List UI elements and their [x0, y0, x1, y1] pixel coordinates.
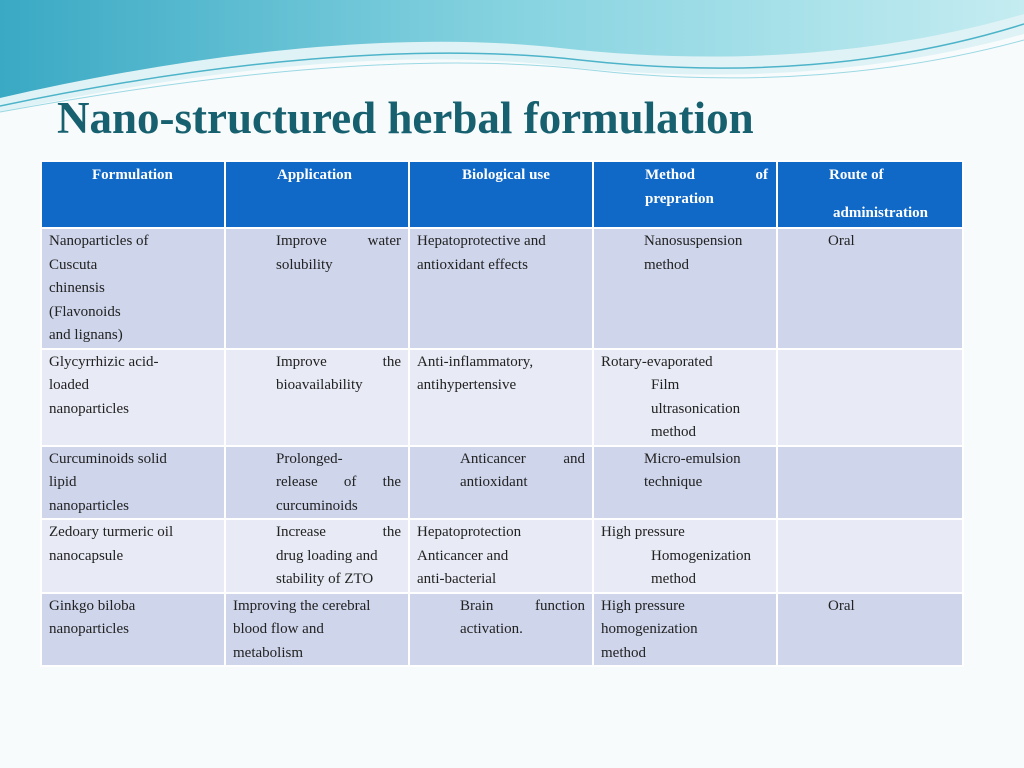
cell-formulation: Zedoary turmeric oil nanocapsule [41, 519, 225, 593]
cell-formulation: Nanoparticles of Cuscuta chinensis (Flavonoids and lignans) [41, 228, 225, 349]
cell-application: Increase the drug loading and stability of ZTO [225, 519, 409, 593]
cell-method: High pressure Homogenization method [593, 519, 777, 593]
cell-application: Prolonged- release of the curcuminoids [225, 446, 409, 520]
header-application: Application [225, 161, 409, 228]
cell-application: Improve water solubility [225, 228, 409, 349]
cell-method: Rotary-evaporated Film ultrasonication method [593, 349, 777, 446]
table-header-row [41, 161, 963, 228]
header-method: Method of prepration [593, 161, 777, 228]
cell-route: Oral [777, 593, 963, 667]
cell-method: Micro-emulsion technique [593, 446, 777, 520]
cell-application: Improving the cerebral blood flow and metabolism [225, 593, 409, 667]
cell-route [777, 349, 963, 446]
cell-route [777, 446, 963, 520]
table-row [41, 446, 963, 520]
cell-formulation: Curcuminoids solid lipid nanoparticles [41, 446, 225, 520]
formulation-table [40, 160, 964, 667]
cell-method: High pressure homogenization method [593, 593, 777, 667]
cell-application: Improve the bioavailability [225, 349, 409, 446]
table-row [41, 519, 963, 593]
header-formulation: Formulation [41, 161, 225, 228]
header-biological-use: Biological use [409, 161, 593, 228]
table-row [41, 349, 963, 446]
cell-route: Oral [777, 228, 963, 349]
header-route: Route of administration [777, 161, 963, 228]
cell-biological-use: Hepatoprotection Anticancer and anti-bacterial [409, 519, 593, 593]
slide-title: Nano-structured herbal formulation [57, 93, 754, 143]
cell-biological-use: Hepatoprotective and antioxidant effects [409, 228, 593, 349]
cell-method: Nanosuspension method [593, 228, 777, 349]
cell-formulation: Ginkgo biloba nanoparticles [41, 593, 225, 667]
cell-biological-use: Brain function activation. [409, 593, 593, 667]
table-row [41, 593, 963, 667]
table-row [41, 228, 963, 349]
cell-formulation: Glycyrrhizic acid- loaded nanoparticles [41, 349, 225, 446]
cell-biological-use: Anti-inflammatory, antihypertensive [409, 349, 593, 446]
cell-biological-use: Anticancer and antioxidant [409, 446, 593, 520]
cell-route [777, 519, 963, 593]
